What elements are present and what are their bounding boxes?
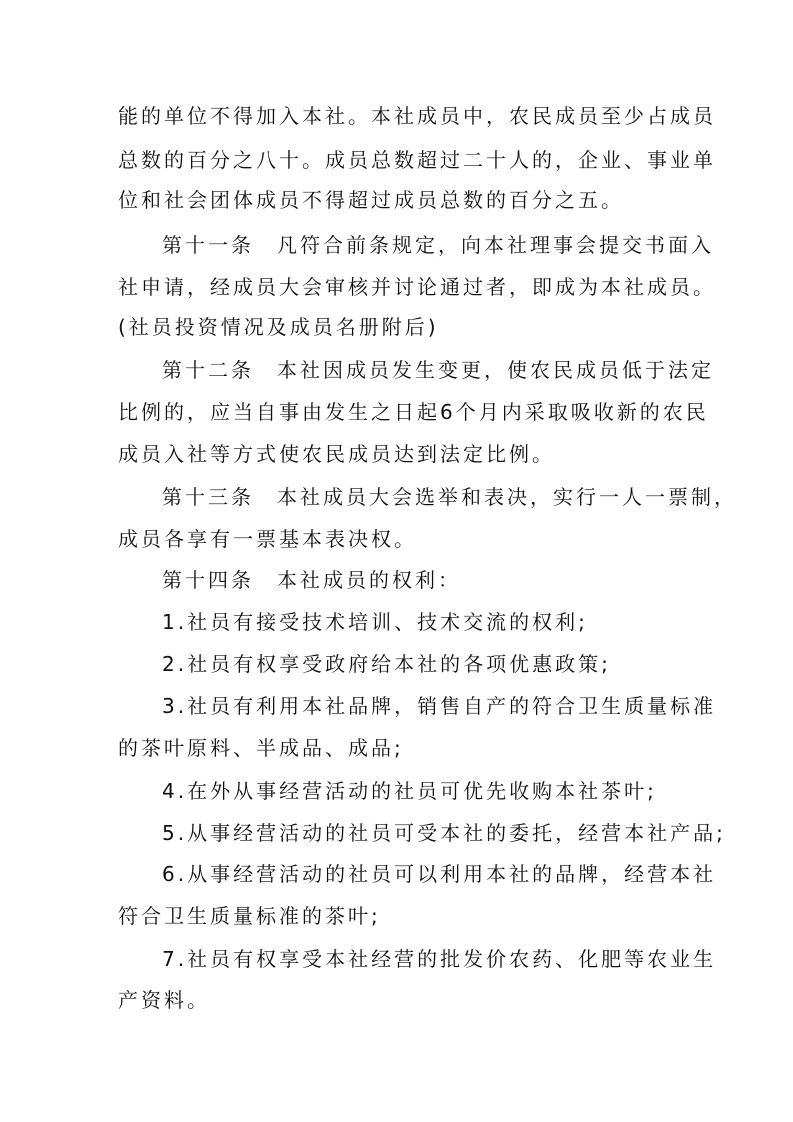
article-13-start: 第十三条 本社成员大会选举和表决，实行一人一票制， bbox=[162, 485, 737, 509]
right-item-6: 6.从事经营活动的社员可以利用本社的品牌，经营本社 bbox=[162, 862, 717, 886]
text-line: 能的单位不得加入本社。本社成员中，农民成员至少占成员 bbox=[118, 104, 716, 128]
text-line: 符合卫生质量标准的茶叶; bbox=[118, 904, 381, 928]
right-item-2: 2.社员有权享受政府给本社的各项优惠政策; bbox=[162, 652, 611, 676]
article-12-start: 第十二条 本社因成员发生变更，使农民成员低于法定 bbox=[162, 358, 714, 382]
right-item-3: 3.社员有利用本社品牌，销售自产的符合卫生质量标准 bbox=[162, 694, 717, 718]
right-item-4: 4.在外从事经营活动的社员可优先收购本社茶叶; bbox=[162, 779, 657, 803]
right-item-7: 7.社员有权享受本社经营的批发价农药、化肥等农业生 bbox=[162, 947, 717, 971]
text-line: 产资料。 bbox=[118, 988, 210, 1012]
text-line: 位和社会团体成员不得超过成员总数的百分之五。 bbox=[118, 188, 624, 212]
text-line: 比例的，应当自事由发生之日起6个月内采取吸收新的农民 bbox=[118, 400, 709, 424]
text-line: 社申请，经成员大会审核并讨论通过者，即成为本社成员。 bbox=[118, 275, 716, 299]
text-line: 成员入社等方式使农民成员达到法定比例。 bbox=[118, 442, 555, 466]
article-14-heading: 第十四条 本社成员的权利： bbox=[162, 568, 461, 592]
article-11-start: 第十一条 凡符合前条规定，向本社理事会提交书面入 bbox=[162, 233, 714, 257]
right-item-5: 5.从事经营活动的社员可受本社的委托，经营本社产品; bbox=[162, 821, 726, 845]
right-item-1: 1.社员有接受技术培训、技术交流的权利; bbox=[162, 610, 588, 634]
text-line: 成员各享有一票基本表决权。 bbox=[118, 527, 417, 551]
text-line: 总数的百分之八十。成员总数超过二十人的，企业、事业单 bbox=[118, 148, 716, 172]
text-line: (社员投资情况及成员名册附后) bbox=[118, 315, 439, 339]
text-line: 的茶叶原料、半成品、成品; bbox=[118, 736, 404, 760]
